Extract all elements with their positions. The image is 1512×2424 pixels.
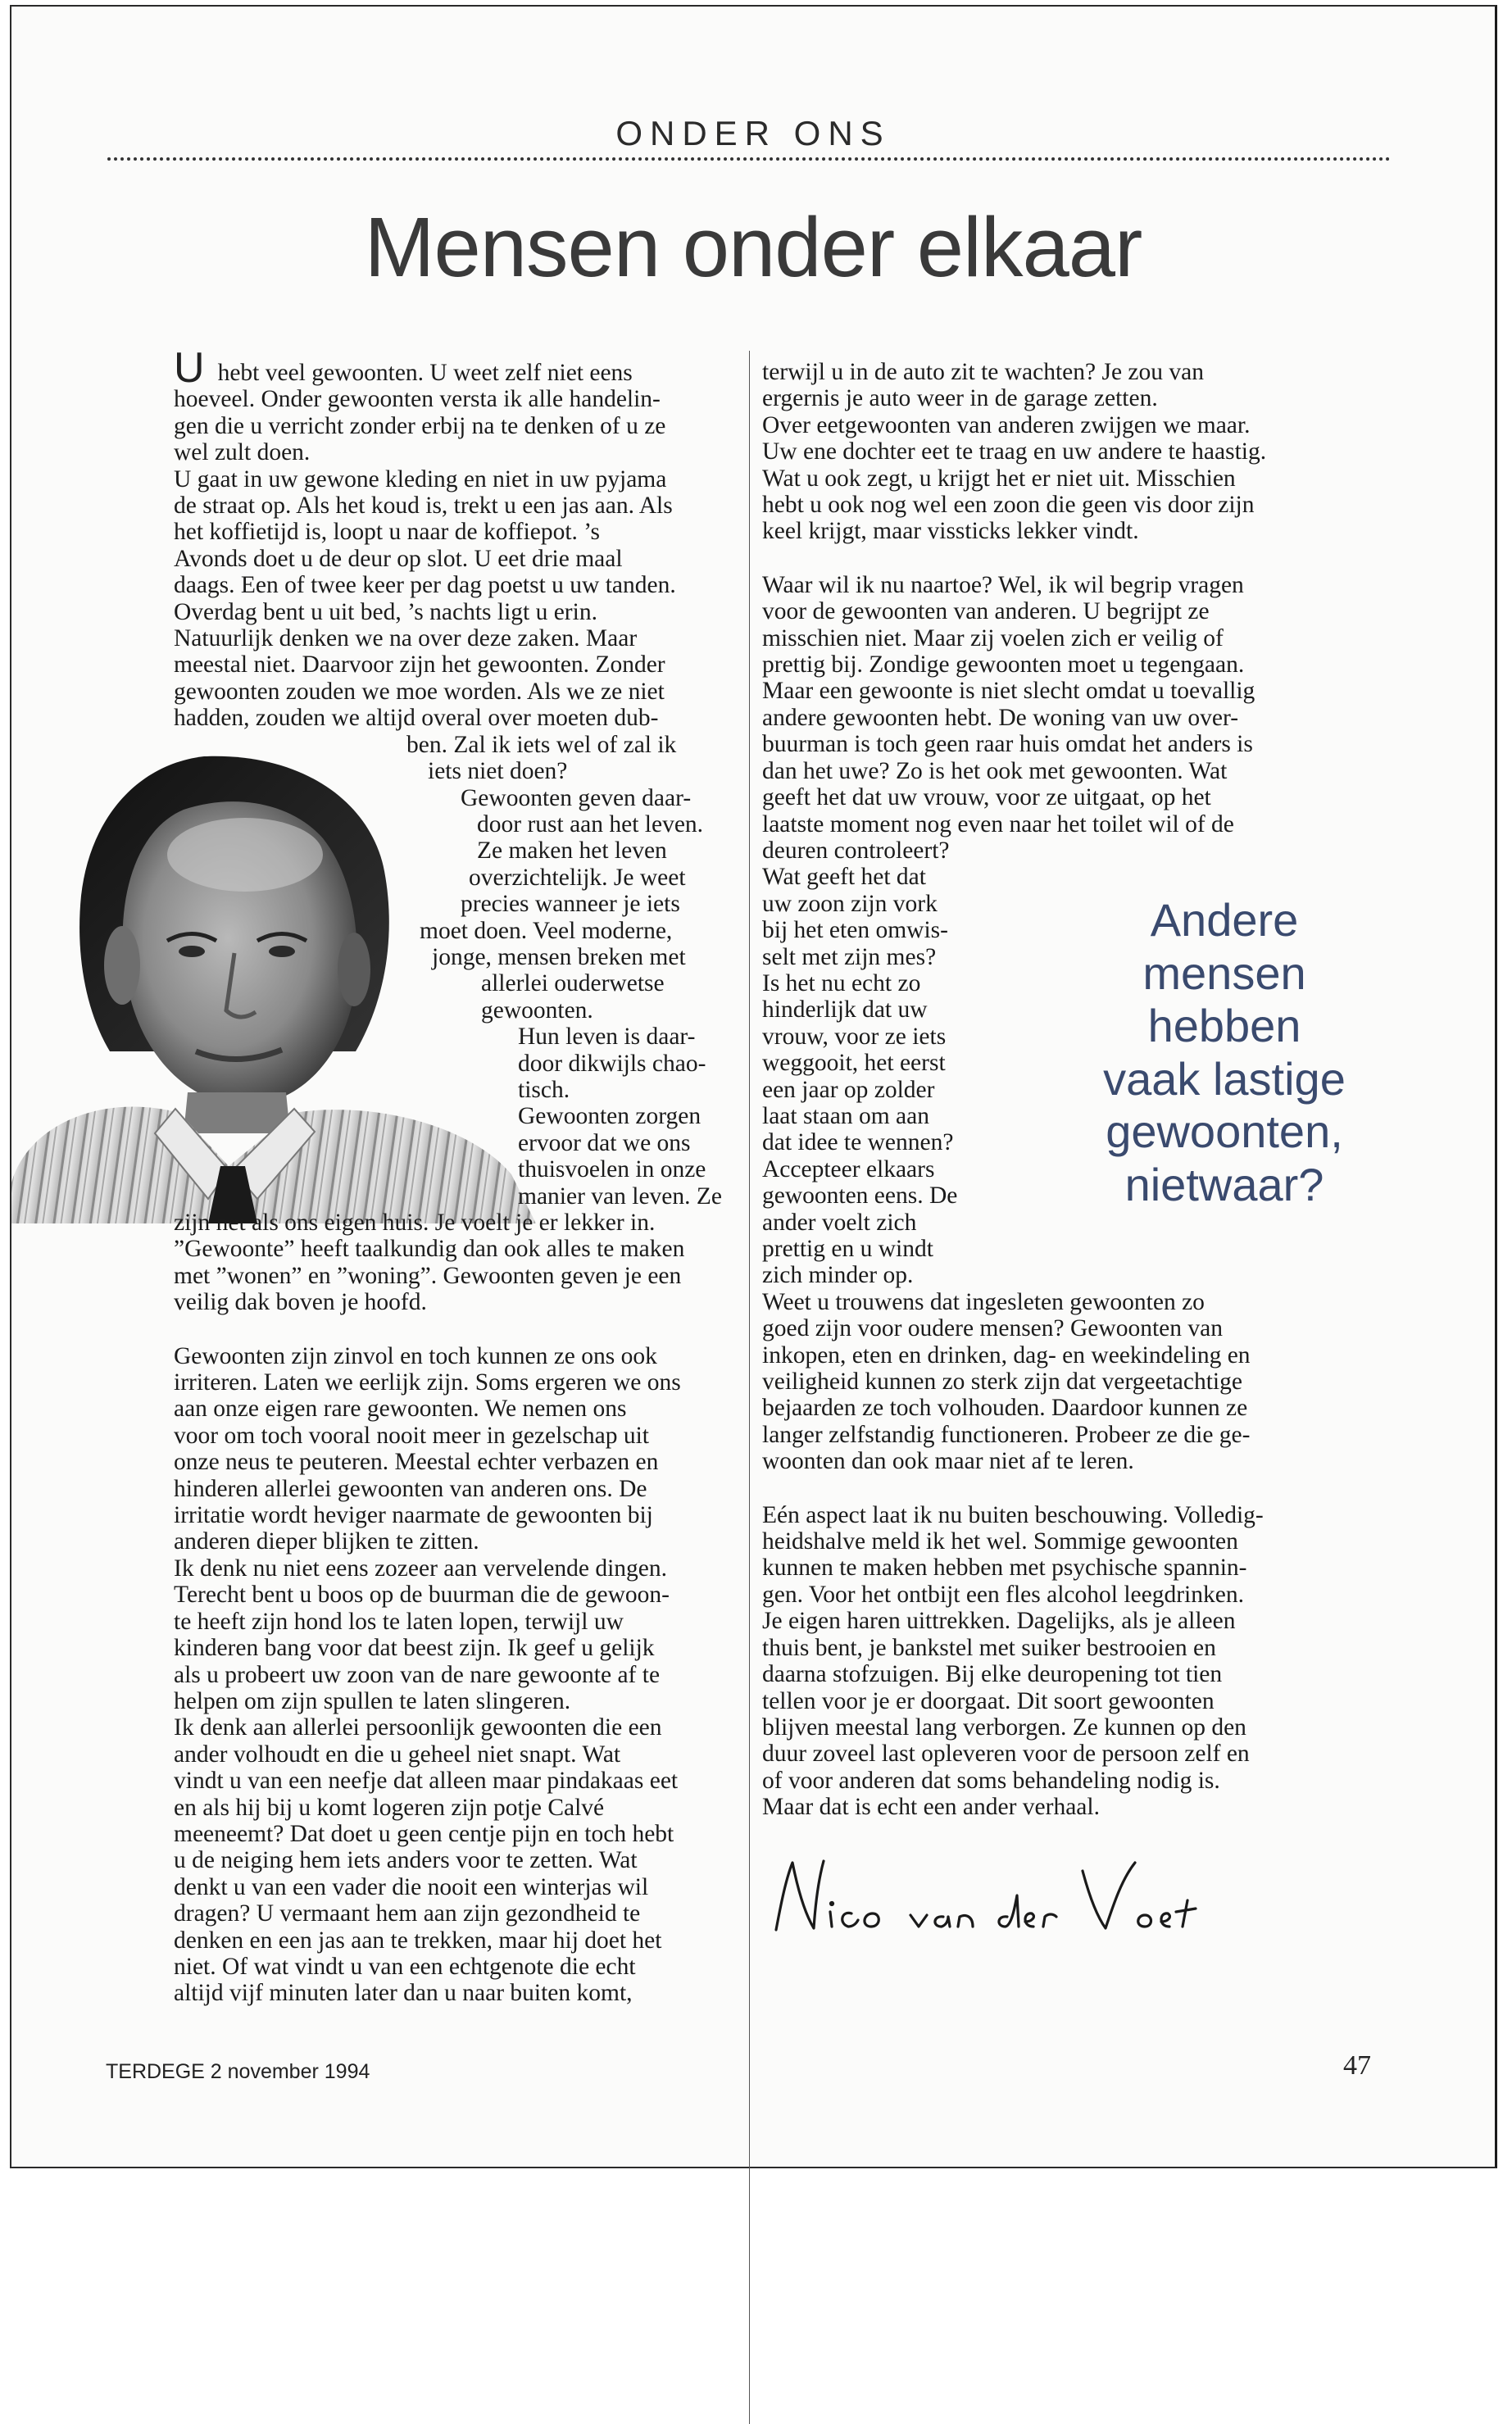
text-line: tisch. (518, 1076, 570, 1103)
text-line: hoeveel. Onder gewoonten versta ik alle handelin- (174, 386, 661, 413)
text-line: kunnen te maken hebben met psychische spannin- (762, 1555, 1247, 1582)
article-title: Mensen onder elkaar (364, 200, 1142, 294)
text-line: misschien niet. Maar zij voelen zich er veilig of (762, 624, 1224, 651)
text-line: weggooit, het eerst (762, 1050, 946, 1077)
left-paragraph-2 (174, 1343, 731, 2007)
text-line: altijd vijf minuten later dan u naar buiten komt, (174, 1980, 633, 2007)
text-line: kinderen bang voor dat beest zijn. Ik geef u gelijk (174, 1635, 655, 1662)
text-line: jonge, mensen breken met (432, 943, 686, 970)
text-line: daags. Een of twee keer per dag poetst u uw tanden. (174, 572, 676, 599)
section-heading: ONDER ONS (615, 114, 891, 152)
text-line: buurman is toch geen raar huis omdat het anders is (762, 731, 1253, 758)
text-line: Accepteer elkaars (762, 1155, 935, 1182)
text-line: voor om toch vooral nooit meer in gezelschap uit (174, 1422, 650, 1449)
text-line: Hun leven is daar- (518, 1024, 696, 1051)
text-line: gen. Voor het ontbijt een fles alcohol leegdrinken. (762, 1581, 1244, 1608)
text-line: Maar dat is echt een ander verhaal. (762, 1794, 1100, 1821)
text-line: uw zoon zijn vork (762, 890, 938, 917)
text-line: irritatie wordt heviger naarmate de gewoonten bij (174, 1502, 653, 1529)
text-line: ervoor dat we ons (518, 1129, 691, 1156)
text-line: deuren controleert? (762, 837, 950, 864)
text-line: allerlei ouderwetse (481, 970, 665, 997)
text-line: laat staan om aan (762, 1102, 929, 1129)
text-line: aan onze eigen rare gewoonten. We nemen ons (174, 1396, 627, 1423)
text-line: gewoonten zouden we moe worden. Als we ze niet (174, 678, 665, 705)
text-line: wel zult doen. (174, 439, 311, 466)
text-line: hinderlijk dat uw (762, 996, 928, 1024)
text-line: laatste moment nog even naar het toilet wil of de (762, 810, 1234, 838)
text-line: Gewoonten geven daar- (461, 784, 692, 811)
text-line: vrouw, voor ze iets (762, 1023, 947, 1050)
text-line: Maar een gewoonte is niet slecht omdat u toevallig (762, 678, 1255, 705)
text-line: Over eetgewoonten van anderen zwijgen we maar. (762, 411, 1251, 438)
text-line: zijn net als ons eigen huis. Je voelt je er lekker in. (174, 1210, 656, 1236)
text-line: blijven meestal lang verborgen. Ze kunnen op den (762, 1714, 1246, 1741)
text-line: selt met zijn mes? (762, 943, 937, 970)
text-line: bejaarden ze toch volhouden. Daardoor kunnen ze (762, 1395, 1248, 1422)
text-line: Natuurlijk denken we na over deze zaken. Maar (174, 625, 638, 652)
pull-quote (1056, 894, 1392, 1211)
text-line: Waar wil ik nu naartoe? Wel, ik wil begrip vragen (762, 571, 1244, 598)
text-line-content: hebt veel gewoonten. U weet zelf niet eens (217, 360, 633, 386)
pull-quote-line: Andere (1150, 894, 1299, 946)
right-paragraph-1 (762, 359, 1352, 545)
column-divider (749, 351, 750, 2424)
text-line: Terecht bent u boos op de buurman die de gewoon- (174, 1582, 670, 1609)
text-line: onze neus te peuteren. Meestal echter verbazen en (174, 1449, 659, 1476)
text-line: langer zelfstandig functioneren. Probeer ze die ge- (762, 1421, 1251, 1448)
text-line: voor de gewoonten van anderen. U begrijpt ze (762, 598, 1210, 625)
text-line: de straat op. Als het koud is, trekt u een jas aan. Als (174, 493, 673, 520)
text-line: anderen dieper blijken te zitten. (174, 1528, 479, 1555)
text-line: en als hij bij u komt logeren zijn potje Calvé (174, 1794, 605, 1821)
text-line: ander volhoudt en die u geheel niet snapt. Wat (174, 1741, 621, 1768)
pull-quote-line: hebben (1147, 1000, 1301, 1051)
text-line: ”Gewoonte” heeft taalkundig dan ook alles te maken (174, 1236, 685, 1263)
text-line (174, 344, 731, 392)
text-line: tellen voor je er doorgaat. Dit soort gewoonten (762, 1687, 1215, 1714)
text-line: hebt u ook nog wel een zoon die geen vis door zijn (762, 492, 1255, 519)
text-line: dragen? U vermaant hem aan zijn gezondheid te (174, 1900, 641, 1927)
text-line: woonten dan ook maar niet af te leren. (762, 1448, 1134, 1475)
author-signature (761, 1854, 1220, 1936)
left-column (174, 344, 731, 2007)
text-line: thuisvoelen in onze (518, 1156, 706, 1183)
text-line: Ze maken het leven (477, 838, 667, 865)
text-line: precies wanneer je iets (461, 891, 680, 918)
text-line: ben. Zal ik iets wel of zal ik (406, 731, 677, 758)
text-line: goed zijn voor oudere mensen? Gewoonten van (762, 1315, 1223, 1342)
text-line: overzichtelijk. Je weet (469, 864, 686, 891)
text-line: Je eigen haren uittrekken. Dagelijks, als je alleen (762, 1608, 1236, 1635)
text-line: helpen om zijn spullen te laten slingeren. (174, 1687, 571, 1714)
text-line: moet doen. Veel moderne, (420, 917, 673, 944)
text-line: Avonds doet u de deur op slot. U eet drie maal (174, 545, 623, 572)
text-line: meeneemt? Dat doet u geen centje pijn en toch hebt (174, 1820, 674, 1847)
text-line: door dikwijls chao- (518, 1050, 706, 1077)
text-line: als u probeert uw zoon van de nare gewoonte af te (174, 1661, 661, 1688)
text-line: prettig bij. Zondige gewoonten moet u tegengaan. (762, 651, 1245, 679)
text-line: dan het uwe? Zo is het ook met gewoonten. Wat (762, 757, 1228, 784)
text-line: u de neiging hem iets anders voor te zetten. Wat (174, 1847, 638, 1874)
text-line: Ik denk aan allerlei persoonlijk gewoonten die een (174, 1714, 662, 1741)
text-line: thuis bent, je bankstel met suiker bestrooien en (762, 1634, 1216, 1661)
pull-quote-line: nietwaar? (1124, 1158, 1324, 1210)
text-line: Uw ene dochter eet te traag en uw andere te haastig. (762, 438, 1267, 465)
text-line: dat idee te wennen? (762, 1129, 954, 1156)
text-line: hadden, zouden we altijd overal over moeten dub- (174, 705, 659, 732)
text-line: iets niet doen? (428, 758, 568, 785)
text-line: veilig dak boven je hoofd. (174, 1289, 427, 1316)
text-line: te heeft zijn hond los te laten lopen, terwijl uw (174, 1608, 624, 1635)
text-line: hinderen allerlei gewoonten van anderen ons. De (174, 1475, 647, 1502)
left-paragraph-1 (174, 344, 731, 1316)
text-line: prettig en u windt (762, 1236, 933, 1262)
text-line: gewoonten. (481, 996, 593, 1024)
text-line: het koffietijd is, loopt u naar de koffiepot. ’s (174, 519, 600, 546)
text-line: duur zoveel last opleveren voor de persoon zelf en (762, 1741, 1250, 1768)
text-line: zich minder op. (762, 1262, 914, 1289)
text-line: Eén aspect laat ik nu buiten beschouwing. Volledig- (762, 1501, 1264, 1528)
page-number: 47 (1343, 2050, 1371, 2081)
dotted-rule (107, 157, 1391, 161)
text-line: denkt u van een vader die nooit een winterjas wil (174, 1873, 649, 1900)
text-line: veiligheid kunnen zo sterk zijn dat vergeetachtige (762, 1369, 1242, 1396)
text-line: niet. Of wat vindt u van een echtgenote die echt (174, 1953, 636, 1980)
pull-quote-line: vaak lastige (1103, 1052, 1346, 1105)
drop-cap: U (174, 344, 205, 392)
text-line: Gewoonten zijn zinvol en toch kunnen ze ons ook (174, 1342, 657, 1369)
pull-quote-line: gewoonten, (1106, 1105, 1343, 1157)
text-line: daarna stofzuigen. Bij elke deuropening tot tien (762, 1661, 1223, 1688)
text-line: Wat geeft het dat (762, 864, 926, 891)
text-line: Is het nu echt zo (762, 969, 921, 996)
text-line: ergernis je auto weer in de garage zetten. (762, 385, 1158, 412)
text-line: Gewoonten zorgen (518, 1103, 702, 1130)
text-line: gen die u verricht zonder erbij na te denken of u ze (174, 412, 666, 439)
text-line: U gaat in uw gewone kleding en niet in uw pyjama (174, 465, 667, 493)
text-line: meestal niet. Daarvoor zijn het gewoonten. Zonder (174, 651, 665, 679)
footer-publication: TERDEGE 2 november 1994 (106, 2060, 370, 2083)
text-line: gewoonten eens. De (762, 1182, 958, 1210)
text-line: ander voelt zich (762, 1209, 917, 1236)
text-line: Ik denk nu niet eens zozeer aan vervelende dingen. (174, 1555, 668, 1582)
text-line: geeft het dat uw vrouw, voor ze uitgaat, op het (762, 784, 1211, 811)
text-line: denken en een jas aan te trekken, maar hij doet het (174, 1927, 662, 1954)
text-line: Weet u trouwens dat ingesleten gewoonten zo (762, 1288, 1205, 1315)
text-line: manier van leven. Ze (518, 1182, 722, 1210)
text-line: Overdag bent u uit bed, ’s nachts ligt u erin. (174, 598, 597, 625)
text-line: bij het eten omwis- (762, 917, 948, 944)
text-line: irriteren. Laten we eerlijk zijn. Soms ergeren we ons (174, 1369, 681, 1396)
text-line: inkopen, eten en drinken, dag- en weekindeling en (762, 1341, 1251, 1369)
text-line: keel krijgt, maar vissticks lekker vindt. (762, 518, 1139, 545)
text-line: of voor anderen dat soms behandeling nodig is. (762, 1767, 1220, 1794)
magazine-page (10, 5, 1497, 2168)
right-paragraph-3 (762, 1502, 1352, 1821)
text-line: terwijl u in de auto zit te wachten? Je zou van (762, 359, 1204, 385)
pull-quote-line: mensen (1142, 946, 1306, 999)
text-line: Wat u ook zegt, u krijgt het er niet uit. Misschien (762, 465, 1236, 492)
text-line: vindt u van een neefje dat alleen maar pindakaas eet (174, 1768, 679, 1795)
text-line: door rust aan het leven. (477, 810, 704, 838)
text-line: heidshalve meld ik het wel. Sommige gewoonten (762, 1528, 1238, 1555)
text-line: andere gewoonten hebt. De woning van uw over- (762, 704, 1239, 731)
text-line: een jaar op zolder (762, 1076, 935, 1103)
text-line: met ”wonen” en ”woning”. Gewoonten geven je een (174, 1262, 682, 1289)
